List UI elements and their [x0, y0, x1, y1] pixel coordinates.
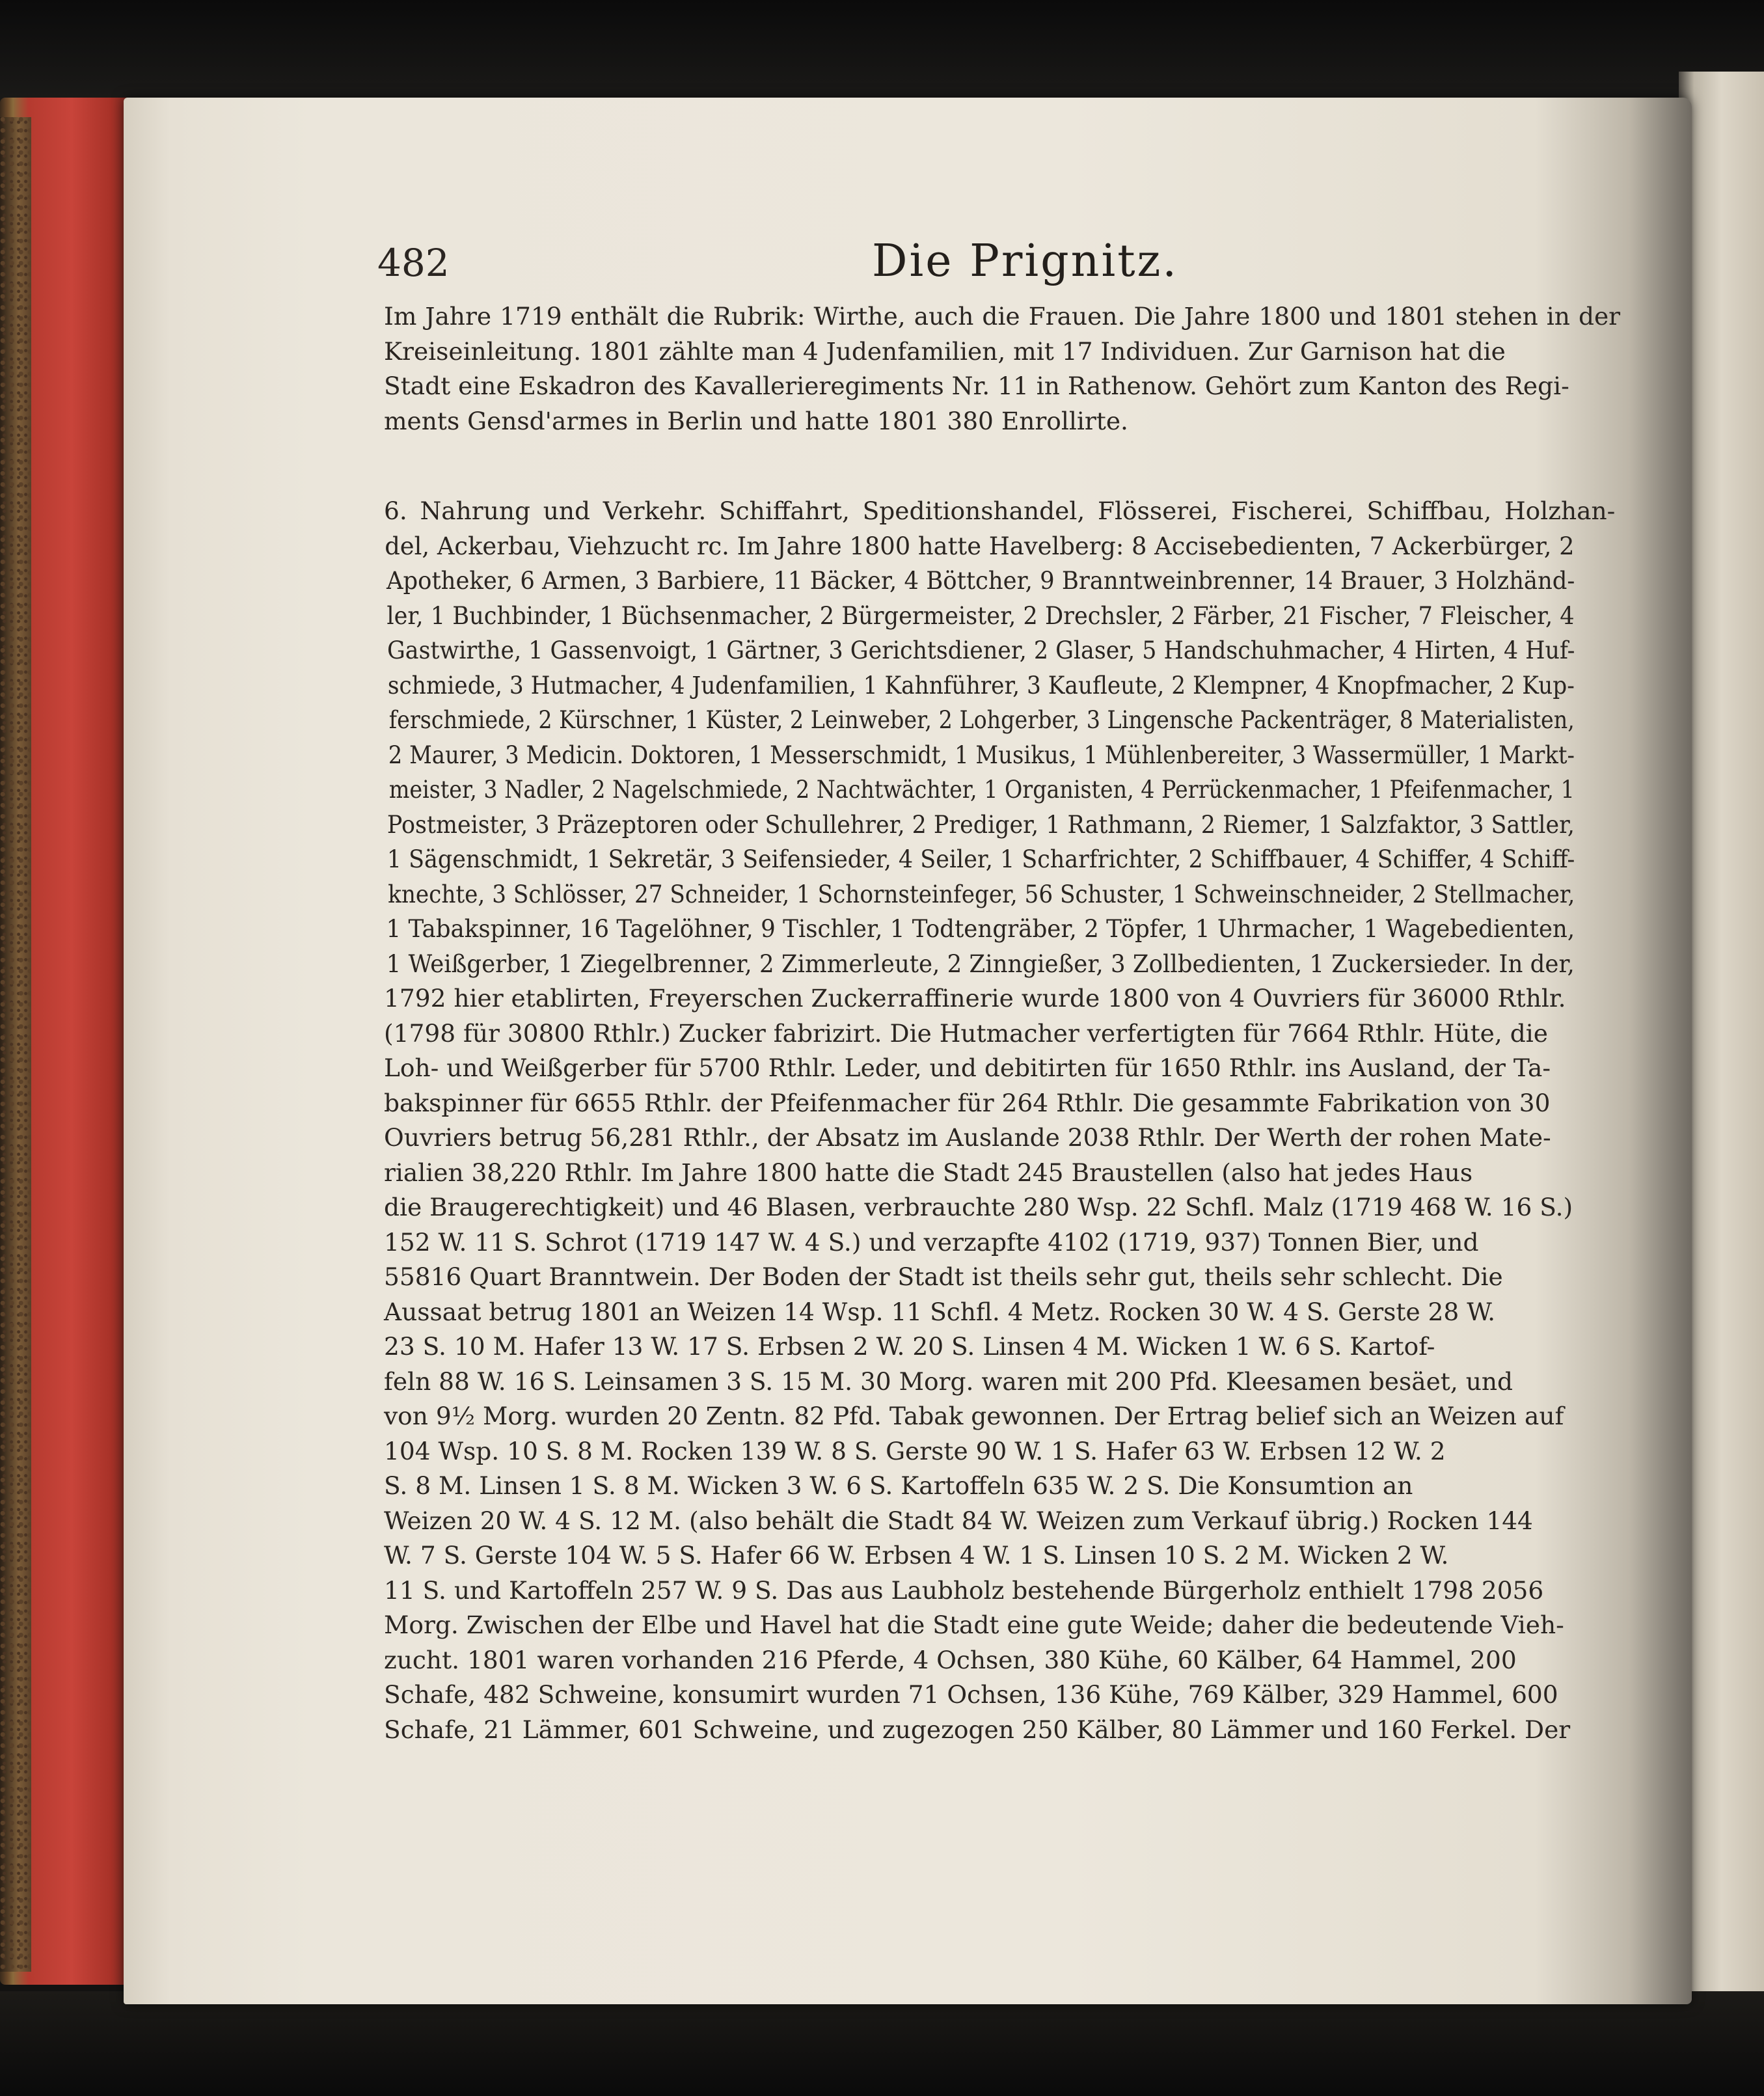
text-line: 55816 Quart Branntwein. Der Boden der Stadt ist theils sehr gut, theils sehr schlecht. Die [384, 1262, 1503, 1291]
page-header [377, 228, 1581, 299]
text-line: 23 S. 10 M. Hafer 13 W. 17 S. Erbsen 2 W. 20 S. Linsen 4 M. Wicken 1 W. 6 S. Kartof- [384, 1332, 1435, 1361]
text-line: zucht. 1801 waren vorhanden 216 Pferde, 4 Ochsen, 380 Kühe, 60 Kälber, 64 Hammel, 200 [384, 1645, 1517, 1674]
text-line: die Braugerechtigkeit) und 46 Blasen, verbrauchte 280 Wsp. 22 Schfl. Malz (1719 468 W. 16 S.) [384, 1193, 1573, 1221]
paragraph-1 [384, 299, 1621, 439]
text-line: Schafe, 482 Schweine, konsumirt wurden 71 Ochsen, 136 Kühe, 769 Kälber, 329 Hammel, 600 [384, 1680, 1558, 1709]
text-line: feln 88 W. 16 S. Leinsamen 3 S. 15 M. 30 Morg. waren mit 200 Pfd. Kleesamen besäet, und [384, 1367, 1513, 1396]
text-line: ler, 1 Buchbinder, 1 Büchsenmacher, 2 Bürgermeister, 2 Drechsler, 2 Färber, 21 Fischer, 7 Fleischer, 4 [387, 601, 1575, 630]
text-line: Loh- und Weißgerber für 5700 Rthlr. Leder, und debitirten für 1650 Rthlr. ins Ausland, der Ta- [384, 1054, 1551, 1082]
text-line: Postmeister, 3 Präzeptoren oder Schullehrer, 2 Prediger, 1 Rathmann, 2 Riemer, 1 Salzfaktor, 3 Sattler, [387, 810, 1575, 839]
text-line: Weizen 20 W. 4 S. 12 M. (also behält die Stadt 84 W. Weizen zum Verkauf übrig.) Rocken 144 [384, 1506, 1533, 1535]
text-line: 6. Nahrung und Verkehr. Schiffahrt, Speditionshandel, Flösserei, Fischerei, Schiffbau, Holzhan- [384, 497, 1616, 525]
text-line: S. 8 M. Linsen 1 S. 8 M. Wicken 3 W. 6 S. Kartoffeln 635 W. 2 S. Die Konsumtion an [384, 1471, 1413, 1500]
text-line: ferschmiede, 2 Kürschner, 1 Küster, 2 Leinweber, 2 Lohgerber, 3 Lingensche Packenträger, 8 Materialisten, [388, 705, 1575, 734]
text-line: Ouvriers betrug 56,281 Rthlr., der Absatz im Auslande 2038 Rthlr. Der Werth der rohen Mate- [384, 1123, 1551, 1152]
text-line: Im Jahre 1719 enthält die Rubrik: Wirthe, auch die Frauen. Die Jahre 1800 und 1801 stehen in der [384, 302, 1621, 331]
text-line: Stadt eine Eskadron des Kavallerieregiments Nr. 11 in Rathenow. Gehört zum Kanton des Regi- [384, 372, 1569, 400]
text-line: Gastwirthe, 1 Gassenvoigt, 1 Gärtner, 3 Gerichtsdiener, 2 Glaser, 5 Handschuhmacher, 4 Hirten, 4 Huf- [387, 636, 1575, 664]
text-line: rialien 38,220 Rthlr. Im Jahre 1800 hatte die Stadt 245 Braustellen (also hat jedes Haus [384, 1158, 1473, 1187]
page-body [384, 299, 1621, 1747]
text-line: Schafe, 21 Lämmer, 601 Schweine, und zugezogen 250 Kälber, 80 Lämmer und 160 Ferkel. Der [384, 1715, 1571, 1744]
text-line: 2 Maurer, 3 Medicin. Doktoren, 1 Messerschmidt, 1 Musikus, 1 Mühlenbereiter, 3 Wassermüller, 1 Markt- [388, 740, 1575, 769]
text-line: Morg. Zwischen der Elbe und Havel hat die Stadt eine gute Weide; daher die bedeutende Vieh- [384, 1611, 1564, 1639]
text-line: W. 7 S. Gerste 104 W. 5 S. Hafer 66 W. Erbsen 4 W. 1 S. Linsen 10 S. 2 M. Wicken 2 W. [384, 1541, 1449, 1570]
text-line: 1792 hier etablirten, Freyerschen Zuckerraffinerie wurde 1800 von 4 Ouvriers für 36000 Rthlr. [384, 984, 1566, 1013]
text-line: (1798 für 30800 Rthlr.) Zucker fabrizirt. Die Hutmacher verfertigten für 7664 Rthlr. Hüte, die [384, 1018, 1548, 1048]
page-number: 482 [377, 241, 450, 285]
text-line: Apotheker, 6 Armen, 3 Barbiere, 11 Bäcker, 4 Böttcher, 9 Branntweinbrenner, 14 Brauer, 3 Holzhänd- [386, 566, 1575, 595]
text-line: del, Ackerbau, Viehzucht rc. Im Jahre 1800 hatte Havelberg: 8 Accisebedienten, 7 Ackerbürger, 2 [385, 531, 1575, 560]
text-line: 152 W. 11 S. Schrot (1719 147 W. 4 S.) und verzapfte 4102 (1719, 937) Tonnen Bier, und [384, 1227, 1479, 1257]
text-line: 104 Wsp. 10 S. 8 M. Rocken 139 W. 8 S. Gerste 90 W. 1 S. Hafer 63 W. Erbsen 12 W. 2 [384, 1436, 1446, 1465]
text-line: Aussaat betrug 1801 an Weizen 14 Wsp. 11 Schfl. 4 Metz. Rocken 30 W. 4 S. Gerste 28 W. [384, 1297, 1496, 1326]
text-line: 1 Weißgerber, 1 Ziegelbrenner, 2 Zimmerleute, 2 Zinngießer, 3 Zollbedienten, 1 Zuckersieder. In der, [386, 949, 1575, 978]
text-line: Kreiseinleitung. 1801 zählte man 4 Judenfamilien, mit 17 Individuen. Zur Garnison hat die [384, 336, 1506, 366]
text-line: bakspinner für 6655 Rthlr. der Pfeifenmacher für 264 Rthlr. Die gesammte Fabrikation von 30 [384, 1088, 1551, 1117]
text-line: 1 Sägenschmidt, 1 Sekretär, 3 Seifensieder, 4 Seiler, 1 Scharfrichter, 2 Schiffbauer, 4 Schiffer, 4 Schiff- [387, 845, 1575, 873]
text-line: ments Gensd'armes in Berlin und hatte 1801 380 Enrollirte. [384, 406, 1128, 435]
text-line: knechte, 3 Schlösser, 27 Schneider, 1 Schornsteinfeger, 56 Schuster, 1 Schweinschneider, 2 Stellmacher, [388, 879, 1575, 908]
text-line: von 9½ Morg. wurden 20 Zentn. 82 Pfd. Tabak gewonnen. Der Ertrag belief sich an Weizen auf [384, 1402, 1564, 1430]
text-line: meister, 3 Nadler, 2 Nagelschmiede, 2 Nachtwächter, 1 Organisten, 4 Perrückenmacher, 1 Pfeifenmacher, 1 [388, 775, 1575, 804]
paragraph-2 [384, 494, 1616, 1747]
background-top [0, 0, 1764, 111]
text-line: 11 S. und Kartoffeln 257 W. 9 S. Das aus Laubholz bestehende Bürgerholz enthielt 1798 2056 [384, 1575, 1544, 1605]
text-line: schmiede, 3 Hutmacher, 4 Judenfamilien, 1 Kahnführer, 3 Kaufleute, 2 Klempner, 4 Knopfmacher, 2 Kup- [387, 670, 1575, 700]
text-line: 1 Tabakspinner, 16 Tagelöhner, 9 Tischler, 1 Todtengräber, 2 Töpfer, 1 Uhrmacher, 1 Wagebedienten, [386, 914, 1575, 943]
running-title: Die Prignitz. [872, 236, 1178, 287]
background-bottom [0, 1991, 1764, 2096]
flyleaf [0, 117, 31, 1972]
